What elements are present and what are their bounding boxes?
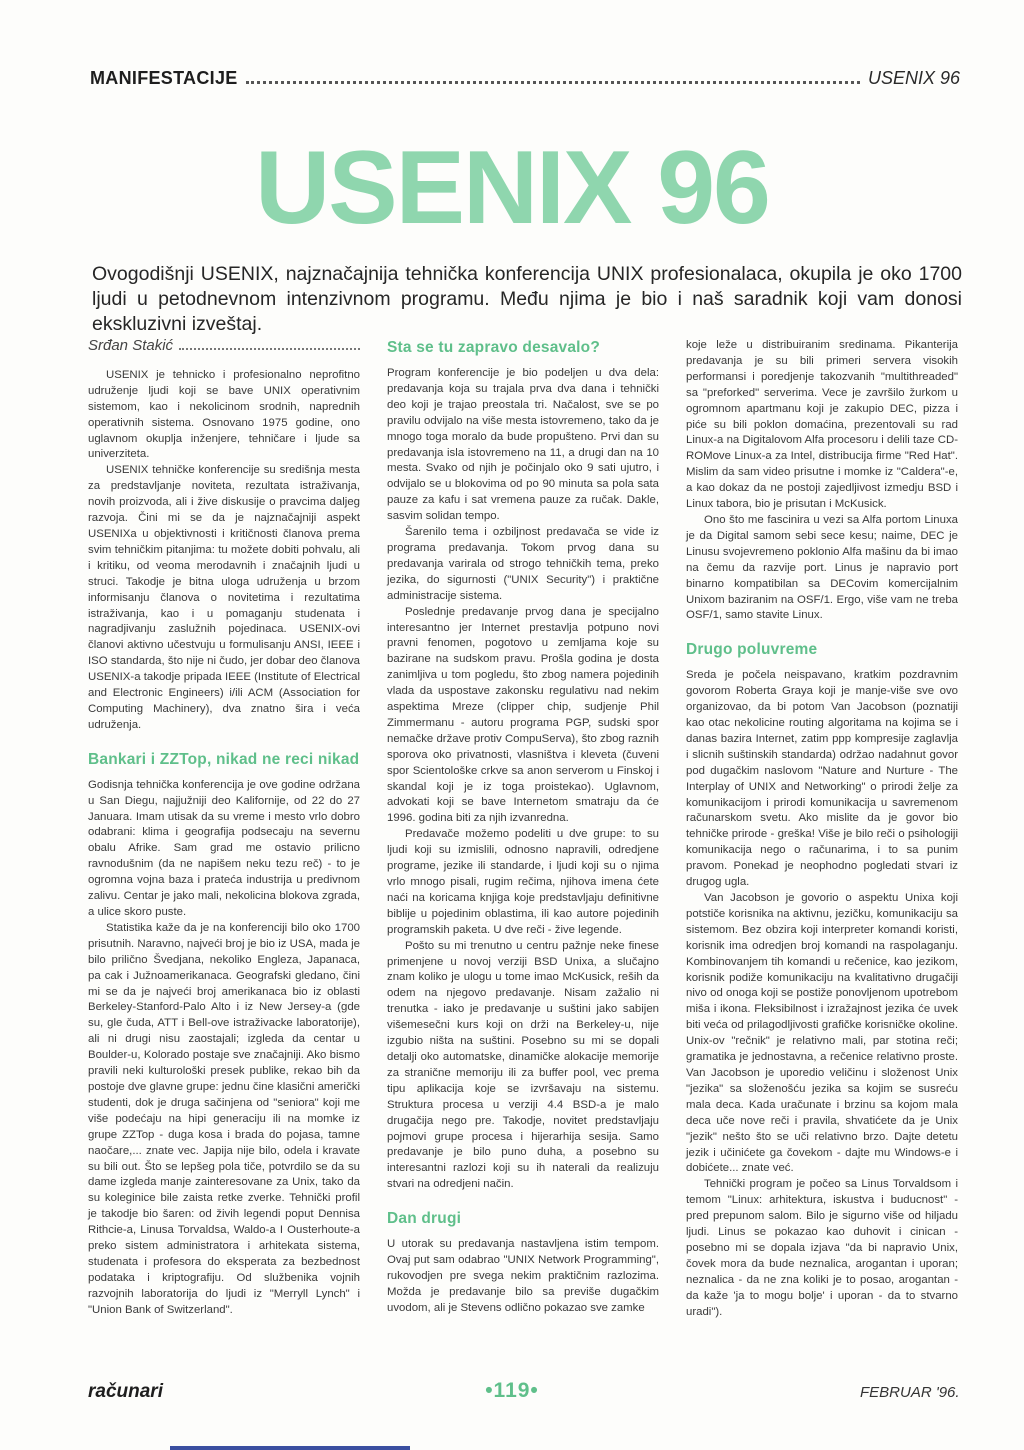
paragraph: U utorak su predavanja nastavljena istim tempom. Ovaj put sam odabrao "UNIX Network Programming", rukovodjen pre svega nekim praktičnim razlozima. Možda je predavanje bilo sa previše dugačkim uvodom, ali je Stevens odlično pokazao sve zamke	[387, 1238, 659, 1314]
paragraph: USENIX tehničke konferencije su središnja mesta za predstavljanje noviteta, rezultata istraživanja, novih proizvoda, ali i žive diskusije o pravcima daljeg razvoja. Čini mi se da je najznačajniji aspekt USENIXa u objektivnosti i kritičnosti članova prema svim tehničkim pitanjima: tu možete dobiti pohvalu, ali i kritiku, od veoma merodavnih i značajnih ljudi u struci. Takodje je bitna uloga udruženja u brzom informisanju članova o novitetima i rezultatima istraživanja, kao i u pomaganju studenata i nagradjivanju zaslužnih pojedinaca. USENIX-ovi članovi aktivno učestvuju u formulisanju ANSI, IEEE i ISO standarda, što nije ni čudo, jer dobar deo članova USENIX-a takodje pripada IEEE (Institute of Electrical and Electronic Engineers) i/ili ACM (Association for Computing Machinery), dva znatno šira i veća udruženja.	[88, 464, 360, 731]
section-heading: Drugo poluvreme	[686, 641, 818, 659]
column-1	[88, 338, 360, 1319]
issue-date: FEBRUAR '96.	[860, 1384, 960, 1401]
section-name: MANIFESTACIJE	[90, 68, 238, 88]
section-heading: Bankari i ZZTop, nikad ne reci nikad	[88, 750, 360, 768]
paragraph: koje leže u distribuiranim sredinama. Pikanterija predavanja je su bili primeri servera visokih performansi i poredjenje takozvanih "multithreaded" sa "preforked" serverima. Vece je završilo žurkom u ogromnom apartmanu koji je zakupio DEC, pizza i piće su bili poklon domaćina, prezentovali su rad Linux-a na Digitalovom Alfa procesoru i delili taze CD-ROMove Linux-a za Intel, distribucija firme "Red Hat". Mislim da sam video prisutne i momke iz "Caldera"-e, a kao dokaz da ne postoji zajedljivost izmedju BSD i Linux tabora, bio je prisutan i McKusick.	[686, 339, 958, 511]
column-2	[387, 338, 659, 1317]
paragraph: USENIX je tehnicko i profesionalno neprofitno udruženje ljudi koji se bave UNIX operativnim sistemom, kao i nekolicinom srodnih, naprednih operativnih sistema. Osnovano 1975 godine, ono uglavnom okuplja inženjere, tehničare i ljude sa univerziteta.	[88, 368, 360, 461]
page-number: •119•	[485, 1379, 539, 1402]
article-title: USENIX 96	[255, 130, 769, 246]
paragraph: Sreda je počela neispavano, kratkim pozdravnim govorom Roberta Graya koji je manje-više sve ovo organizovao, da bi potom Van Jacobson (poznatiji kao otac nekolicine routing algoritama na kojima se i danas bazira Internet, zatim ppp kompresije zaglavlja i slicnih suštinskih standarda) održao nadahnut govor pod dugačkim naslovom "Nature and Nurture - The Interplay of UNIX and Networking" o prirodi želje za komunikacijom i prirodi komunikacija u savremenom računarskom svetu. Ako mislite da je govor bio tehničke prirode - greška! Više je bilo reči o psihologiji komunikacija nego o računarima, i to sa punim pravom. Ponekad je neophodno pogledati stvari iz drugog ugla.	[686, 669, 958, 889]
author-name: Srđan Stakić	[88, 337, 174, 354]
paragraph: Tehnički program je počeo sa Linus Torvaldsom i temom "Linux: arhitektura, iskustva i buducnost" - pred prepunom salom. Bilo je sigurno više od hiljadu ljudi. Linus se pokazao kao duhovit i cinican - posebno mi se dopala izjava "da bi napravio Unix, čovek mora da bude neznalica, arogantan i uporan; neznalica - da ne zna koliki je to posao, arogantan - da kaže 'ja to mogu bolje' i uporan - da to stvarno uradi").	[686, 1178, 958, 1318]
header-article-name: USENIX 96	[867, 68, 960, 88]
paragraph: Pošto su mi trenutno u centru pažnje neke finese primenjene u novoj verziji BSD Unixa, a slučajno znam koliko je ulogu u tome imao McKusick, reših da odem na njegovo predavanje. Nisam zažalio ni trenutka - iako je predavanje u suštini jako sabijen višemesečni kurs koji on drži na Berkeley-u, nije izgubio ništa na suštini. Posebno su mi se dopali detalji oko automatske, dinamičke alokacije memorije za stranične memoriju ili za buffer pool, vec prema tipu aplikacija koje se izvršavaju na sistemu. Struktura procesa u verziji 4.4 BSD-a je malo drugačija nego pre. Takodje, novitet predstavljaju pojmovi grupe procesa i hijerarhija sesija. Samo predavanje je bilo puno duha, a posebno su interesantni razlozi koji su ih naterali da realizuju stvari na odredjeni način.	[387, 939, 659, 1191]
article-lead: Ovogodišnji USENIX, najznačajnija tehnička konferencija UNIX profesionalaca, okupila je oko 1700 ljudi u petodnevnom intenzivnom programu. Među njima je bio i naš saradnik koji vam donosi ekskluzivni izveštaj.	[92, 263, 962, 335]
paragraph: Poslednje predavanje prvog dana je specijalno interesantno jer Internet prestavlja potpuno novi pravni fenomen, pogotovo u zemljama koje su bazirane na sudskom pravu. Prošla godina je dosta zanimljiva u tom pogledu, što zbog namera pojedinih vlada da uspostave zakonsku regulativu nad nekim aspektima Mreze (clipper chip, sudjenje Phil Zimmermanu - autoru programa PGP, sudski spor nemačke države protiv CompuServa), što zbog raznih sporova oko privatnosti, vlasništva i kleveta (čuveni spor Scientološke crkve sa anon serverom u Finskoj i skandal koji je iz toga proistekao). Uglavnom, advokati koji se bave Internetom smatraju da će 1996. godina biti za njih izvanredna.	[387, 605, 659, 825]
magazine-brand: računari	[88, 1381, 163, 1402]
running-header	[90, 66, 960, 96]
paragraph: Program konferencije je bio podeljen u dva dela: predavanja koja su trajala prva dva dana i tehnički deo koji je trajao preostala tri. Načalost, sve se po pravilu odvijalo na više mesta istovremeno, tako da je mnogo toga moralo da bude propušteno. Prvi dan su predavanja isla istovremeno na 11, a drugi dan na 10 mesta. Svako od njih je počinjalo oko 9 sati ujutro, i odvijalo se u blokovima od po 90 minuta sa pola sata pauze za kafu i sat vremena pauze za ručak. Dakle, sasvim solidan tempo.	[387, 367, 659, 523]
section-heading: Dan drugi	[387, 1210, 462, 1228]
paragraph: Šarenilo tema i ozbiljnost predavača se vide iz programa predavanja. Tokom prvog dana su predavanja varirala od strogo tehničkih tema, preko jezika, do sigurnosti ("UNIX Security") i praktične administracije sistema.	[387, 526, 659, 602]
author-leader-dots	[179, 338, 360, 350]
scan-edge-strip	[170, 1446, 410, 1450]
section-heading: Sta se tu zapravo desavalo?	[387, 339, 601, 356]
paragraph: Statistika kaže da je na konferenciji bilo oko 1700 prisutnih. Naravno, najveći broj je bio iz USA, mada je bilo prilično Švedjana, nekoliko Engleza, Japanaca, pa cak i Južnoamerikanaca. Geografski gledano, čini mi se da je najveći broj amerikanaca bio iz oblasti Berkeley-Stanford-Palo Alto i iz New Jersey-a (gde su, gle čuda, ATT i Bell-ove istraživacke laboratorije), ali ni drugi nisu zaostajali; izgleda da centar u Boulder-u, Kolorado postaje sve značajniji. Ako bismo pravili neki kulturološki presek publike, rekao bih da postoje dve glavne grupe: jednu čine klasični američki studenti, dok je druga sačinjena od "seniora" koji me više podećaju na hipi generaciju ili na momke iz grupe ZZTop - duga kosa i brada do pojasa, tamne naočare,... znate vec. Japija nije bilo, odela i kravate su bili out. Što se lepšeg pola tiče, potvrdilo se da su dame izgleda manje zainteresovane za Unix, tako da su koleginice bile zaista retke zverke. Tehnički profil je takodje bio šaren: od živih legendi poput Dennisa Rithcie-a, Linusa Torvaldsa, Waldo-a I Ousterhoute-a preko sistem administratora i arhitekata sistema, studenata i profesora do eksperata za bezbednost podataka i kriptografiju. Od službenika vojnih razvojnih laboratorija do ljudi iz "Merryll Lynch" i "Union Bank of Switzerland".	[88, 921, 360, 1316]
paragraph: Van Jacobson je govorio o aspektu Unixa koji potstiče korisnika na aktivnu, jezičku, komunikaciju sa sistemom. Bez obzira koji interpreter komandi koristi, korisnik ima odredjen broj komandi na raspolaganju. Kombinovanjem tih komandi u rečenice, kao jezikom, korisnik podiže komunikaciju na kvalitativno drugačiji nivo od onoga koji se postiže ponovljenom upotrebom miša i ikona. Fleksibilnost i izražajnost jezika će uvek biti veća od prilagodljivosti grafičke korisničke okoline. Unix-ov "rečnik" je relativno mali, par stotina reči; gramatika je jednostavna, a rečenice relativno proste. Van Jacobson je uporedio veličinu i složenost Unix "jezika" sa složenošću jezika sa kojim se susreću mala deca. Kada uračunate i brzinu sa kojom mala deca uče nove reči i pravila, shvatićete da je Unix "jezik" nešto što se uči relativno brzo. Dajte detetu jezik i učinićete ga čovekom - dajte mu Windows-e i dobićete... znate već.	[686, 892, 958, 1175]
author-line	[88, 338, 360, 354]
paragraph: Ono što me fascinira u vezi sa Alfa portom Linuxa je da Digital samom sebi sece kesu; naime, DEC je Linusu svojevremeno poklonio Alfa mašinu da bi imao na čemu da razvije port. Linus je napravio port binarno kompatibilan sa DECovim komercijalnim Unixom baziranim na OSF/1. Ergo, više vam ne treba OSF/1, samo stavite Linux.	[686, 513, 958, 622]
paragraph: Godisnja tehnička konferencija je ove godine održana u San Diegu, najjužniji deo Kalifornije, od 22 do 27 Januara. Imam utisak da su vreme i mesto vrlo dobro odabrani: klima i geografija podsecaju na severnu obalu Afrike. Sam grad me ostavio prilicno ravnodušnim (da ne napišem neku tezu reč) - to je ogromna vojna baza i prateća industrija u predivnom zalivu. Centar je jako mali, nekolicina blokova zgrada, a ulice skoro puste.	[88, 778, 360, 918]
paragraph: Predavače možemo podeliti u dve grupe: to su ljudi koji su izmislili, odnosno napravili, odredjene programe, jezike ili standarde, i ljudi koji su o njima vrlo mnogo pisali, rugim rečima, njihova imena ćete naći na koricama knjiga koje predstavljaju definitivne biblije u pojedinim oblastima, ili kao autore pojedinih programskih paketa. U dve reči - žive legende.	[387, 828, 659, 936]
column-3	[686, 338, 958, 1320]
header-leader-dots	[246, 66, 860, 84]
